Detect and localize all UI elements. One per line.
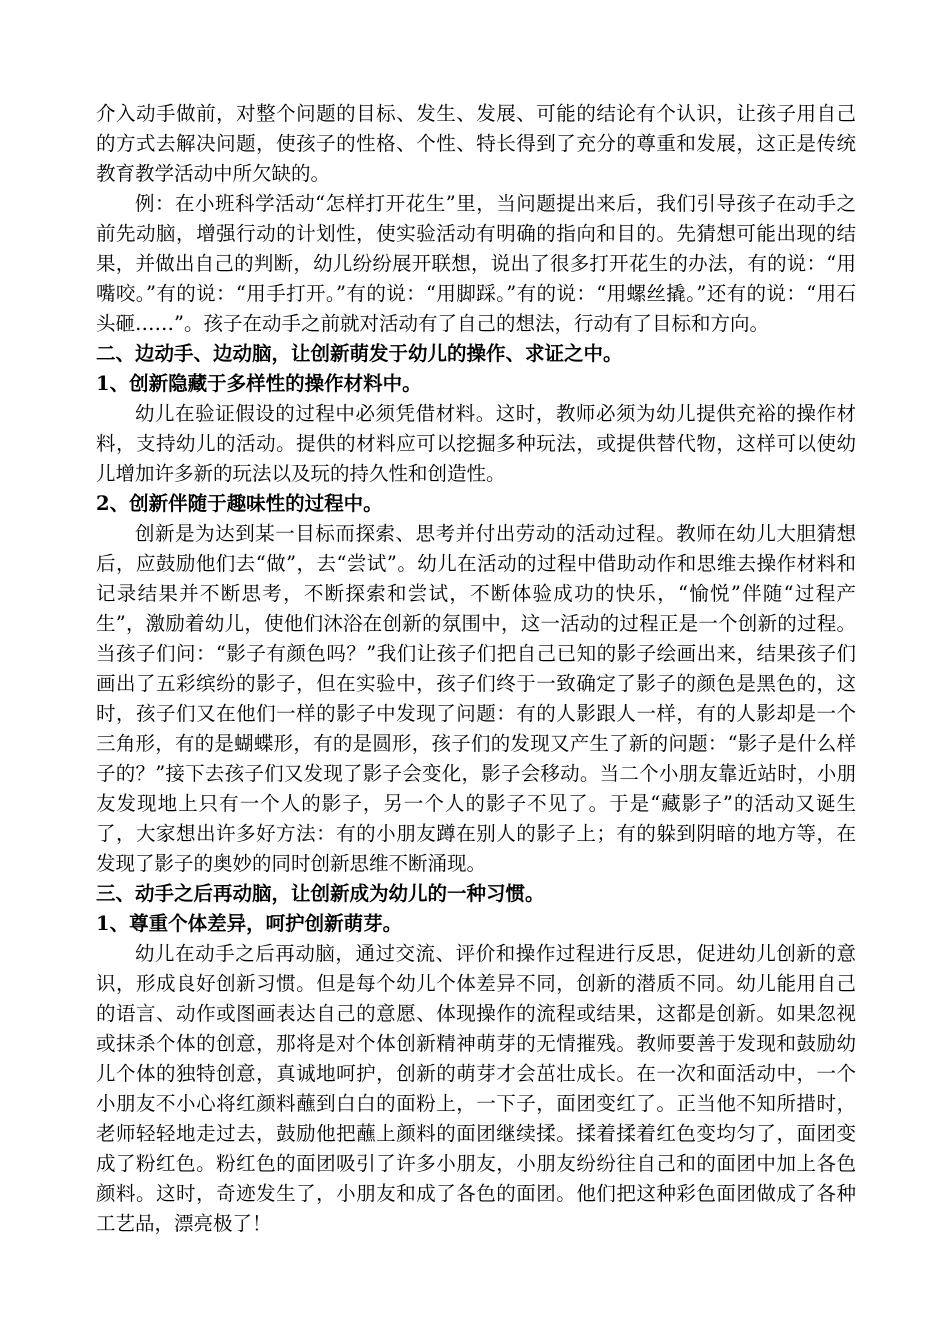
body-paragraph-shadows: 创新是为达到某一目标而探索、思考并付出劳动的活动过程。教师在幼儿大胆猜想后，应鼓励他们去“做”，去“尝试”。幼儿在活动的过程中借助动作和思维去操作材料和记录结果并不断思考，不断探索和尝试，不断体验成功的快乐，“愉悦”伴随“过程产生”，激励着幼儿，使他们沐浴在创新的氛围中，这一活动的过程正是一个创新的过程。当孩子们问：“影子有颜色吗？”我们让孩子们把自己已知的影子绘画出来，结果孩子们画出了五彩缤纷的影子，但在实验中，孩子们终于一致确定了影子的颜色是黑色的，这时，孩子们又在他们一样的影子中发现了问题：有的人影跟人一样，有的人影却是一个三角形，有的是蝴蝶形，有的是圆形，孩子们的发现又产生了新的问题：“影子是什么样子的？”接下去孩子们又发现了影子会变化，影子会移动。当二个小朋友靠近站时，小朋友发现地上只有一个人的影子，另一个人的影子不见了。于是“藏影子”的活动又诞生了，大家想出许多好方法：有的小朋友蹲在别人的影子上；有的躲到阴暗的地方等，在发现了影子的奥妙的同时创新思维不断涌现。: [96, 522, 856, 875]
subsection-heading-2-2: 2、创新伴随于趣味性的过程中。: [96, 492, 383, 515]
body-paragraph-materials: 幼儿在验证假设的过程中必须凭借材料。这时，教师必须为幼儿提供充裕的操作材料，支持幼儿的活动。提供的材料应可以挖掘多种玩法，或提供替代物，这样可以使幼儿增加许多新的玩法以及玩的持久性和创造性。: [96, 402, 856, 485]
document-page: [96, 99, 856, 1239]
subsection-heading-2-1: 1、创新隐藏于多样性的操作材料中。: [96, 372, 422, 395]
section-heading-3: 三、动手之后再动脑，让创新成为幼儿的一种习惯。: [96, 882, 545, 905]
body-paragraph-intro: 介入动手做前，对整个问题的目标、发生、发展、可能的结论有个认识，让孩子用自己的方式去解决问题，使孩子的性格、个性、特长得到了充分的尊重和发展，这正是传统教育教学活动中所欠缺的。: [96, 102, 856, 185]
subsection-heading-3-1: 1、尊重个体差异，呵护创新萌芽。: [96, 912, 403, 935]
body-paragraph-example-peanut: 例：在小班科学活动“怎样打开花生”里，当问题提出来后，我们引导孩子在动手之前先动脑，增强行动的计划性，使实验活动有明确的指向和目的。先猜想可能出现的结果，并做出自己的判断，幼儿纷纷展开联想，说出了很多打开花生的办法，有的说：“用嘴咬。”有的说：“用手打开。”有的说：“用脚踩。”有的说：“用螺丝撬。”还有的说：“用石头砸……”。孩子在动手之前就对活动有了自己的想法，行动有了目标和方向。: [96, 192, 856, 335]
section-heading-2: 二、边动手、边动脑，让创新萌发于幼儿的操作、求证之中。: [96, 342, 623, 365]
body-paragraph-dough: 幼儿在动手之后再动脑，通过交流、评价和操作过程进行反思，促进幼儿创新的意识，形成良好创新习惯。但是每个幼儿个体差异不同，创新的潜质不同。幼儿能用自己的语言、动作或图画表达自己的意愿、体现操作的流程或结果，这都是创新。如果忽视或抹杀个体的创意，那将是对个体创新精神萌芽的无情摧残。教师要善于发现和鼓励幼儿个体的独特创意，真诚地呵护，创新的萌芽才会茁壮成长。在一次和面活动中，一个小朋友不小心将红颜料蘸到白白的面粉上，一下子，面团变红了。正当他不知所措时，老师轻轻地走过去，鼓励他把蘸上颜料的面团继续揉。揉着揉着红色变均匀了，面团变成了粉红色。粉红色的面团吸引了许多小朋友，小朋友纷纷往自己和的面团中加上各色颜料。这时，奇迹发生了，小朋友和成了各色的面团。他们把这种彩色面团做成了各种工艺品，漂亮极了！: [96, 942, 856, 1235]
